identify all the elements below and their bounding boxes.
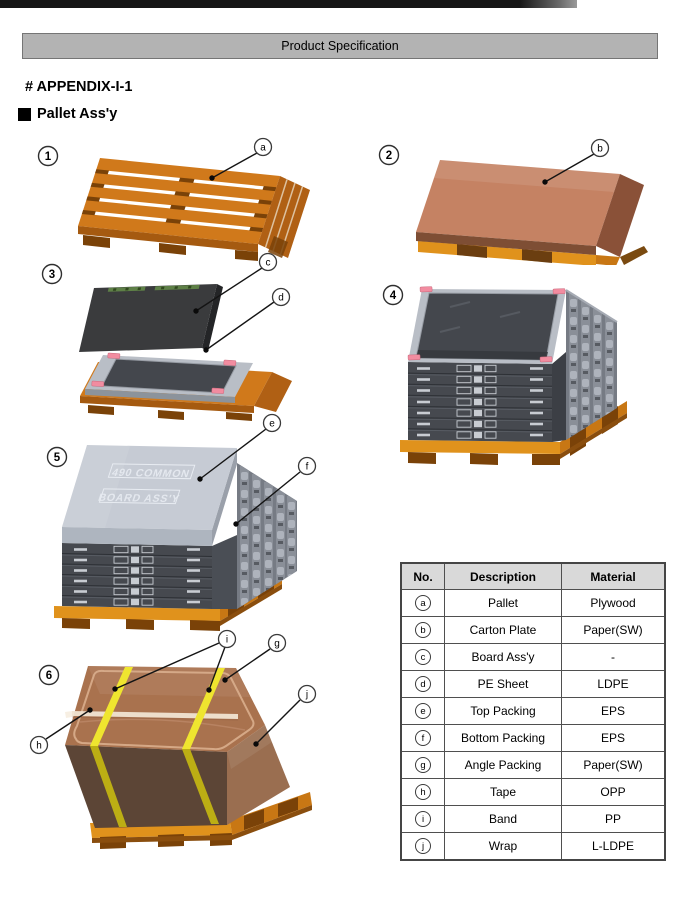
cell-description: Band xyxy=(445,806,562,833)
table-row xyxy=(401,725,665,752)
cell-description: Pallet xyxy=(445,590,562,617)
bottom-packing-tray xyxy=(85,353,253,403)
figure-2-number xyxy=(380,146,399,165)
svg-text:b: b xyxy=(597,143,603,155)
callout-c-dot xyxy=(193,308,198,313)
callout-e-dot xyxy=(197,476,202,481)
svg-text:c: c xyxy=(265,257,271,269)
figure-6-wrapped-package xyxy=(20,622,380,870)
section-heading xyxy=(18,106,117,122)
callout-b-dot xyxy=(542,179,547,184)
svg-text:g: g xyxy=(274,638,280,650)
cell-no xyxy=(401,617,445,644)
table-row xyxy=(401,671,665,698)
circled-letter: a xyxy=(415,595,431,611)
svg-text:a: a xyxy=(260,142,266,154)
cell-description: Wrap xyxy=(445,833,562,861)
cell-material: Paper(SW) xyxy=(562,617,666,644)
figure-3-board-assy xyxy=(30,250,365,422)
pallet-illustration xyxy=(78,158,310,261)
cell-no xyxy=(401,779,445,806)
cell-material: L-LDPE xyxy=(562,833,666,861)
table-row xyxy=(401,644,665,671)
cell-no xyxy=(401,833,445,861)
section-bullet-square xyxy=(18,108,31,121)
figure-2-carton-plate xyxy=(370,135,680,265)
cell-description: PE Sheet xyxy=(445,671,562,698)
svg-text:6: 6 xyxy=(45,670,53,682)
figure-3-number xyxy=(43,265,62,284)
carton-plate-illustration xyxy=(416,160,648,265)
figure-4-number xyxy=(384,286,403,305)
table-row xyxy=(401,779,665,806)
cell-no xyxy=(401,752,445,779)
table-row xyxy=(401,590,665,617)
figure-5-top-packing xyxy=(30,413,360,635)
cell-material: - xyxy=(562,644,666,671)
page-top-bar xyxy=(0,0,577,8)
svg-text:490 COMMON: 490 COMMON xyxy=(110,467,192,481)
parts-table-header-row xyxy=(401,563,665,590)
cell-material: PP xyxy=(562,806,666,833)
cell-material: EPS xyxy=(562,698,666,725)
svg-text:1: 1 xyxy=(44,151,52,163)
cell-no xyxy=(401,698,445,725)
col-header-no: No. xyxy=(401,563,445,590)
figure-1-number xyxy=(39,147,58,166)
callout-a-dot xyxy=(209,175,214,180)
callout-d-dot xyxy=(203,347,208,352)
wrapped-box xyxy=(65,666,290,828)
cell-no xyxy=(401,590,445,617)
figure-4-stacked-trays xyxy=(380,272,680,472)
page-header xyxy=(22,33,658,59)
cell-no xyxy=(401,725,445,752)
svg-text:BOARD ASS'Y: BOARD ASS'Y xyxy=(96,492,182,506)
table-row xyxy=(401,806,665,833)
cell-no xyxy=(401,671,445,698)
cell-material: Paper(SW) xyxy=(562,752,666,779)
page-title: Product Specification xyxy=(281,39,399,53)
cell-description: Bottom Packing xyxy=(445,725,562,752)
svg-text:i: i xyxy=(225,634,229,646)
svg-text:2: 2 xyxy=(385,150,393,162)
svg-text:e: e xyxy=(269,418,275,430)
callout-h-dot xyxy=(87,707,92,712)
circled-letter: e xyxy=(415,703,431,719)
cell-description: Angle Packing xyxy=(445,752,562,779)
circled-letter: g xyxy=(415,757,431,773)
callout-j xyxy=(253,686,315,747)
circled-letter: j xyxy=(415,838,431,854)
cell-material: OPP xyxy=(562,779,666,806)
cell-description: Carton Plate xyxy=(445,617,562,644)
appendix-heading: # APPENDIX-I-1 xyxy=(25,79,133,95)
cell-material: LDPE xyxy=(562,671,666,698)
table-row xyxy=(401,833,665,861)
figure-1-pallet xyxy=(30,136,370,268)
col-header-material: Material xyxy=(562,563,666,590)
section-title: Pallet Ass'y xyxy=(37,106,118,122)
callout-f-dot xyxy=(233,521,238,526)
cell-no xyxy=(401,806,445,833)
top-packing-lid xyxy=(62,445,237,546)
col-header-description: Description xyxy=(445,563,562,590)
cell-material: EPS xyxy=(562,725,666,752)
circled-letter: h xyxy=(415,784,431,800)
table-row xyxy=(401,698,665,725)
figure-5-number xyxy=(48,448,67,467)
svg-text:5: 5 xyxy=(53,452,61,464)
svg-text:4: 4 xyxy=(389,290,397,302)
cell-description: Board Ass'y xyxy=(445,644,562,671)
circled-letter: c xyxy=(415,649,431,665)
circled-letter: b xyxy=(415,622,431,638)
cell-description: Top Packing xyxy=(445,698,562,725)
callout-g-dot xyxy=(222,677,227,682)
svg-text:j: j xyxy=(305,689,309,701)
table-row xyxy=(401,752,665,779)
svg-text:h: h xyxy=(36,740,42,752)
svg-text:3: 3 xyxy=(48,269,56,281)
svg-text:d: d xyxy=(278,292,284,304)
callout-i-dot-2 xyxy=(206,687,211,692)
parts-table xyxy=(400,562,666,861)
cell-no xyxy=(401,644,445,671)
circled-letter: d xyxy=(415,676,431,692)
table-row xyxy=(401,617,665,644)
figure-6-number xyxy=(40,666,59,685)
board-assembly xyxy=(79,284,223,352)
cell-material: Plywood xyxy=(562,590,666,617)
cell-description: Tape xyxy=(445,779,562,806)
circled-letter: f xyxy=(415,730,431,746)
svg-text:f: f xyxy=(305,461,309,473)
callout-j-dot xyxy=(253,741,258,746)
callout-c xyxy=(193,254,276,314)
callout-i-dot-1 xyxy=(112,686,117,691)
circled-letter: i xyxy=(415,811,431,827)
